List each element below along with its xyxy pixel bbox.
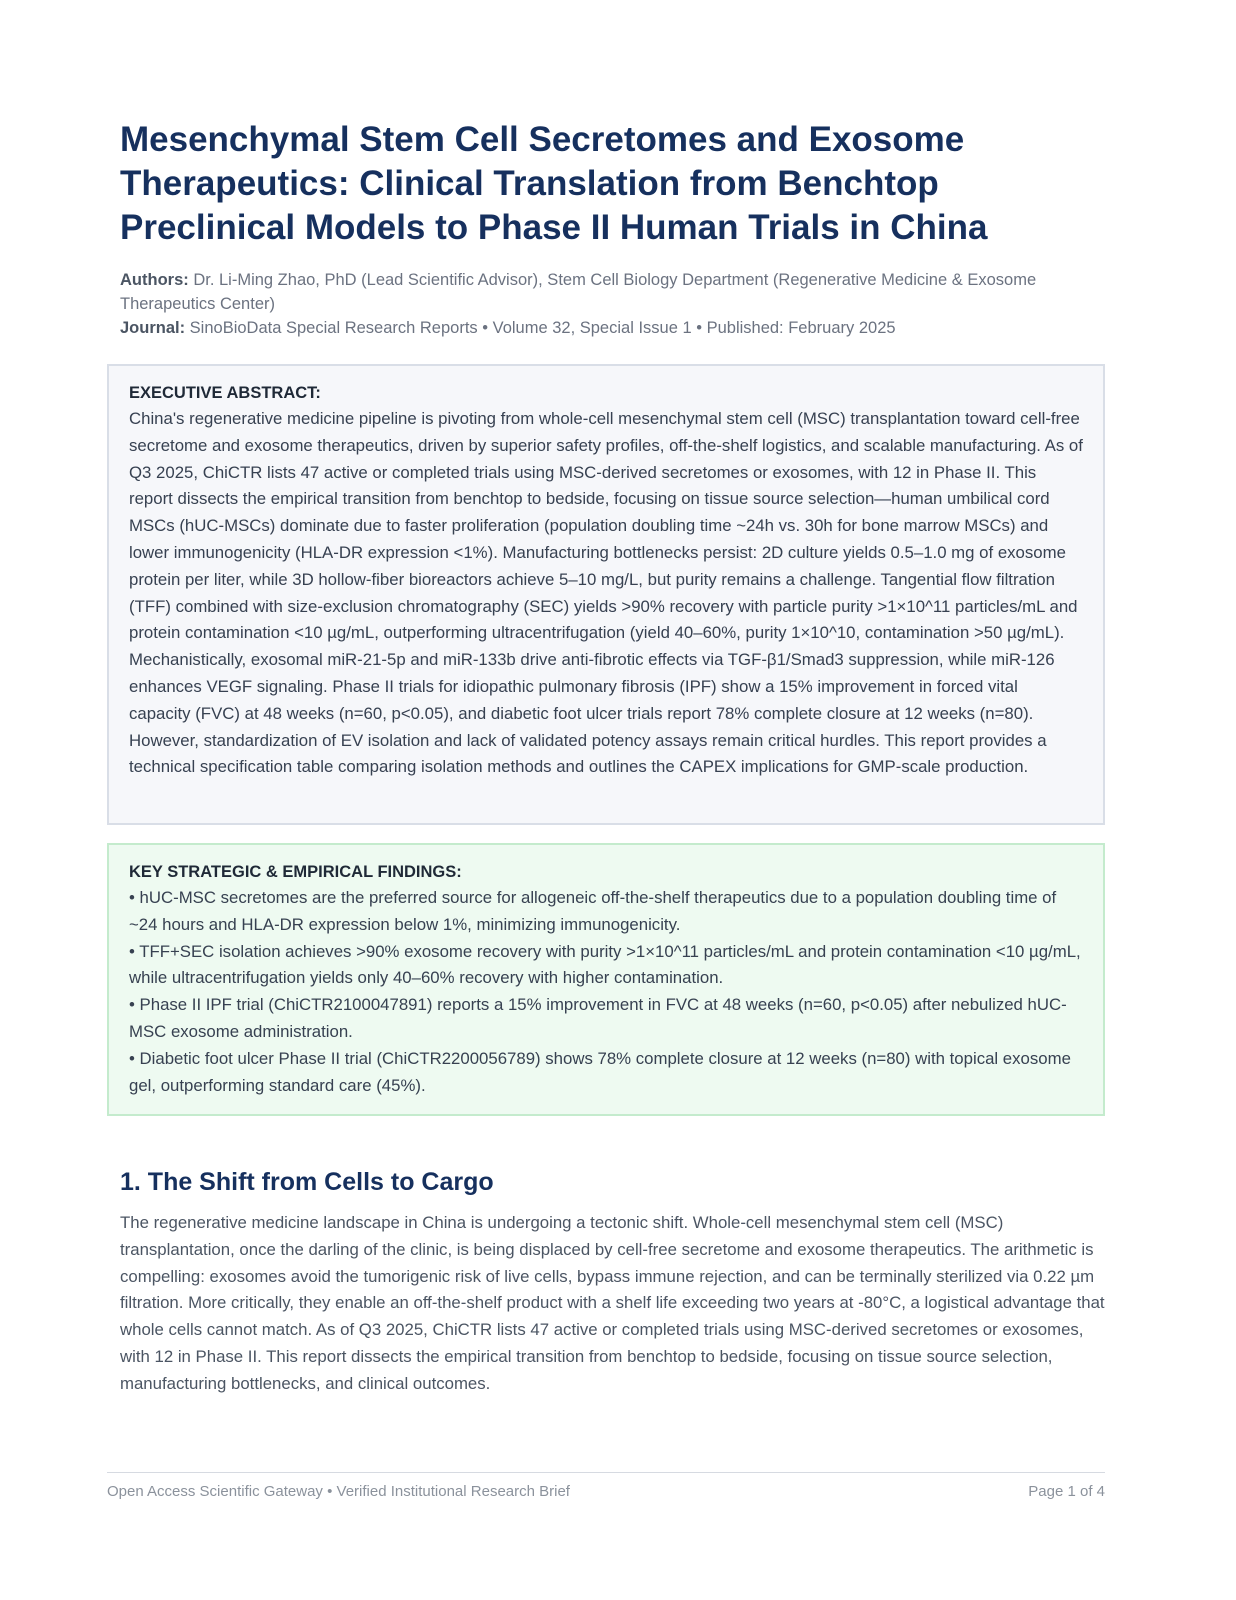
abstract-heading: EXECUTIVE ABSTRACT: <box>129 384 321 402</box>
finding-item: • TFF+SEC isolation achieves >90% exosome recovery with purity >1×10^11 particles/mL and protein contamination <10 µg/mL, while ultracentrifugation yields only 40–60% recovery with higher contamination. <box>129 941 1081 988</box>
finding-item: • Diabetic foot ulcer Phase II trial (ChiCTR2200056789) shows 78% complete closure at 12 weeks (n=80) with topical exosome gel, outperforming standard care (45%). <box>129 1048 1071 1095</box>
abstract-body: China's regenerative medicine pipeline is pivoting from whole-cell mesenchymal stem cell (MSC) transplantation toward cell-free secretome and exosome therapeutics, driven by superior safety profiles, off-the-shelf logistics, and scalable manufacturing. As of Q3 2025, ChiCTR lists 47 active or completed trials using MSC-derived secretomes or exosomes, with 12 in Phase II. This report dissects the empirical transition from benchtop to bedside, focusing on tissue source selection—human umbilical cord MSCs (hUC-MSCs) dominate due to faster proliferation (population doubling time ~24h vs. 30h for bone marrow MSCs) and lower immunogenicity (HLA-DR expression <1%). Manufacturing bottlenecks persist: 2D culture yields 0.5–1.0 mg of exosome protein per liter, while 3D hollow-fiber bioreactors achieve 5–10 mg/L, but purity remains a challenge. Tangential flow filtration (TFF) combined with size-exclusion chromatography (SEC) yields >90% recovery with particle purity >1×10^11 particles/mL and protein contamination <10 µg/mL, outperforming ultracentrifugation (yield 40–60%, purity 1×10^10, contamination >50 µg/mL). Mechanistically, exosomal miR-21-5p and miR-133b drive anti-fibrotic effects via TGF-β1/Smad3 suppression, while miR-126 enhances VEGF signaling. Phase II trials for idiopathic pulmonary fibrosis (IPF) show a 15% improvement in forced vital capacity (FVC) at 48 weeks (n=60, p<0.05), and diabetic foot ulcer trials report 78% complete closure at 12 weeks (n=80). However, standardization of EV isolation and lack of validated potency assays remain critical hurdles. This report provides a technical specification table comparing isolation methods and outlines the CAPEX implications for GMP-scale production. <box>129 409 1083 777</box>
section-1-title: 1. The Shift from Cells to Cargo <box>120 1168 494 1196</box>
document-meta <box>120 268 1110 340</box>
authors-label: Authors: <box>120 271 189 289</box>
footer-source: Open Access Scientific Gateway • Verified Institutional Research Brief <box>107 1483 570 1500</box>
key-findings-box <box>107 843 1105 1116</box>
journal-line <box>120 316 1110 340</box>
footer-divider <box>107 1472 1105 1473</box>
journal-label: Journal: <box>120 319 186 337</box>
executive-abstract-box <box>107 364 1105 825</box>
section-1-body: The regenerative medicine landscape in China is undergoing a tectonic shift. Whole-cell mesenchymal stem cell (MSC) transplantation, once the darling of the clinic, is being displaced by cell-free secretome and exosome therapeutics. The arithmetic is compelling: exosomes avoid the tumorigenic risk of live cells, bypass immune rejection, and can be terminally sterilized via 0.22 µm filtration. More critically, they enable an off-the-shelf product with a shelf life exceeding two years at -80°C, a logistical advantage that whole cells cannot match. As of Q3 2025, ChiCTR lists 47 active or completed trials using MSC-derived secretomes or exosomes, with 12 in Phase II. This report dissects the empirical transition from benchtop to bedside, focusing on tissue source selection, manufacturing bottlenecks, and clinical outcomes. <box>120 1213 1105 1393</box>
findings-heading: KEY STRATEGIC & EMPIRICAL FINDINGS: <box>129 863 462 881</box>
authors-value: Dr. Li-Ming Zhao, PhD (Lead Scientific Advisor), Stem Cell Biology Department (Regenerative Medicine & Exosome Therapeutics Center) <box>120 271 1037 313</box>
page-number: Page 1 of 4 <box>1028 1483 1105 1500</box>
journal-value: SinoBioData Special Research Reports • Volume 32, Special Issue 1 • Published: February 2025 <box>185 319 896 337</box>
document-title: Mesenchymal Stem Cell Secretomes and Exosome Therapeutics: Clinical Translation from Benchtop Preclinical Models to Phase II Human Trials in China <box>120 120 988 247</box>
finding-item: • hUC-MSC secretomes are the preferred source for allogeneic off-the-shelf therapeutics due to a population doubling time of ~24 hours and HLA-DR expression below 1%, minimizing immunogenicity. <box>129 888 1057 934</box>
authors-line <box>120 268 1110 316</box>
finding-item: • Phase II IPF trial (ChiCTR2100047891) reports a 15% improvement in FVC at 48 weeks (n=60, p<0.05) after nebulized hUC-MSC exosome administration. <box>129 995 1067 1041</box>
